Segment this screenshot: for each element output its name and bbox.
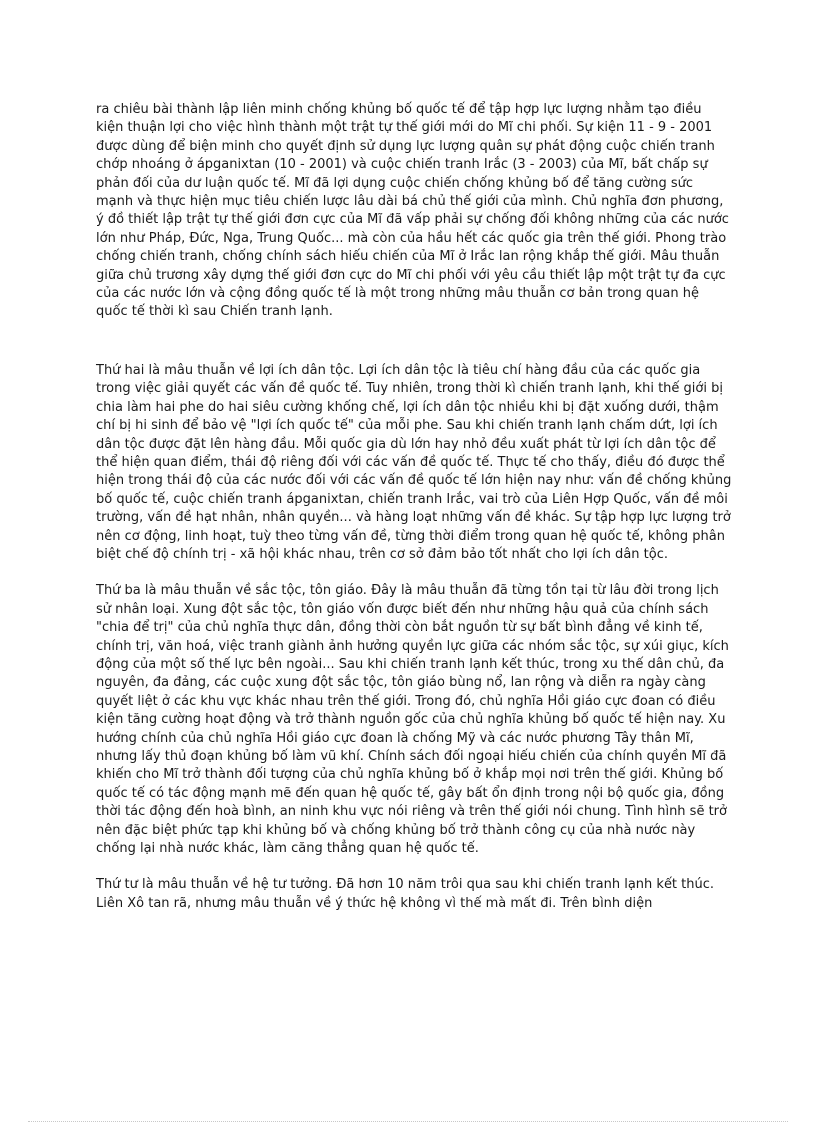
paragraph-ideology-conflict: Thứ tư là mâu thuẫn về hệ tư tưởng. Đã hơn 10 năm trôi qua sau khi chiến tranh lạnh kết thúc. Liên Xô tan rã, nhưng mâu thuẫn về ý thức hệ không vì thế mà mất đi. Trên bình diện xyxy=(96,877,715,911)
page-bottom-edge xyxy=(28,1121,788,1122)
paragraph-world-order-conflict: ra chiêu bài thành lập liên minh chống khủng bố quốc tế để tập hợp lực lượng nhằm tạo điều kiện thuận lợi cho việc hình thành một trật tự thế giới mới do Mĩ chi phối. Sự kiện 11 - 9 - 2001 được dùng để biện minh cho quyết định sử dụng lực lượng quân sự phát động cuộc chiến tranh chớp nhoáng ở ápganixtan (10 - 2001) và cuộc chiến tranh Irắc (3 - 2003) của Mĩ, bất chấp sự phản đối của dư luận quốc tế. Mĩ đã lợi dụng cuộc chiến chống khủng bố để tăng cường sức mạnh và thực hiện mục tiêu chiến lược lâu dài bá chủ thế giới của mình. Chủ nghĩa đơn phương, ý đồ thiết lập trật tự thế giới đơn cực của Mĩ đã vấp phải sự chống đối không những của các nước lớn như Pháp, Đức, Nga, Trung Quốc... mà còn của hầu hết các quốc gia trên thế giới. Phong trào chống chiến tranh, chống chính sách hiếu chiến của Mĩ ở Irắc lan rộng khắp thế giới. Mâu thuẫn giữa chủ trương xây dựng thế giới đơn cực do Mĩ chi phối với yêu cầu thiết lập một trật tự đa cực của các nước lớn và cộng đồng quốc tế là một trong những mâu thuẫn cơ bản trong quan hệ quốc tế thời kì sau Chiến tranh lạnh. xyxy=(96,102,729,320)
paragraph-national-interest-conflict: Thứ hai là mâu thuẫn về lợi ích dân tộc. Lợi ích dân tộc là tiêu chí hàng đầu của các quốc gia trong việc giải quyết các vấn đề quốc tế. Tuy nhiên, trong thời kì chiến tranh lạnh, khi thế giới bị chia làm hai phe do hai siêu cường khống chế, lợi ích dân tộc nhiều khi bị đặt xuống dưới, thậm chí bị hi sinh để bảo vệ "lợi ích quốc tế" của mỗi phe. Sau khi chiến tranh lạnh chấm dứt, lợi ích dân tộc được đặt lên hàng đầu. Mỗi quốc gia dù lớn hay nhỏ đều xuất phát từ lợi ích dân tộc để thể hiện quan điểm, thái độ riêng đối với các vấn đề quốc tế. Thực tế cho thấy, điều đó được thể hiện trong thái độ của các nước đối với các vấn đề quốc tế lớn hiện nay như: vấn đề chống khủng bố quốc tế, cuộc chiến tranh ápganixtan, chiến tranh Irắc, vai trò của Liên Hợp Quốc, vấn đề môi trường, vấn đề hạt nhân, nhân quyền... và hàng loạt những vấn đề khác. Sự tập hợp lực lượng trở nên cơ động, linh hoạt, tuỳ theo từng vấn đề, từng thời điểm trong quan hệ quốc tế, không phân biệt chế độ chính trị - xã hội khác nhau, trên cơ sở đảm bảo tốt nhất cho lợi ích dân tộc. xyxy=(96,362,732,562)
paragraph-ethnic-religious-conflict: Thứ ba là mâu thuẫn về sắc tộc, tôn giáo. Đây là mâu thuẫn đã từng tồn tại từ lâu đời trong lịch sử nhân loại. Xung đột sắc tộc, tôn giáo vốn được biết đến như những hậu quả của chính sách "chia để trị" của chủ nghĩa thực dân, đồng thời còn bắt nguồn từ sự bất bình đẳng về kinh tế, chính trị, văn hoá, việc tranh giành ảnh hưởng quyền lực giữa các nhóm sắc tộc, sự xúi giục, kích động của một số thế lực bên ngoài... Sau khi chiến tranh lạnh kết thúc, trong xu thế dân chủ, đa nguyên, đa đảng, các cuộc xung đột sắc tộc, tôn giáo bùng nổ, lan rộng và diễn ra ngày càng quyết liệt ở các khu vực khác nhau trên thế giới. Trong đó, chủ nghĩa Hồi giáo cực đoan có điều kiện tăng cường hoạt động và trở thành nguồn gốc của chủ nghĩa khủng bố quốc tế hiện nay. Xu hướng chính của chủ nghĩa Hồi giáo cực đoan là chống Mỹ và các nước phương Tây thân Mĩ, nhưng lấy thủ đoạn khủng bố làm vũ khí. Chính sách đối ngoại hiếu chiến của chính quyền Mĩ đã khiến cho Mĩ trở thành đối tượng của chủ nghĩa khủng bố ở khắp mọi nơi trên thế giới. Khủng bố quốc tế có tác động mạnh mẽ đến quan hệ quốc tế, gây bất ổn định trong nội bộ quốc gia, đồng thời tác động đến hoà bình, an ninh khu vực nói riêng và trên thế giới nói chung. Tình hình sẽ trở nên đặc biệt phức tạp khi khủng bố và chống khủng bố trở thành công cụ của nhà nước này chống lại nhà nước khác, làm căng thẳng quan hệ quốc tế. xyxy=(96,583,729,857)
document-body xyxy=(96,101,732,913)
